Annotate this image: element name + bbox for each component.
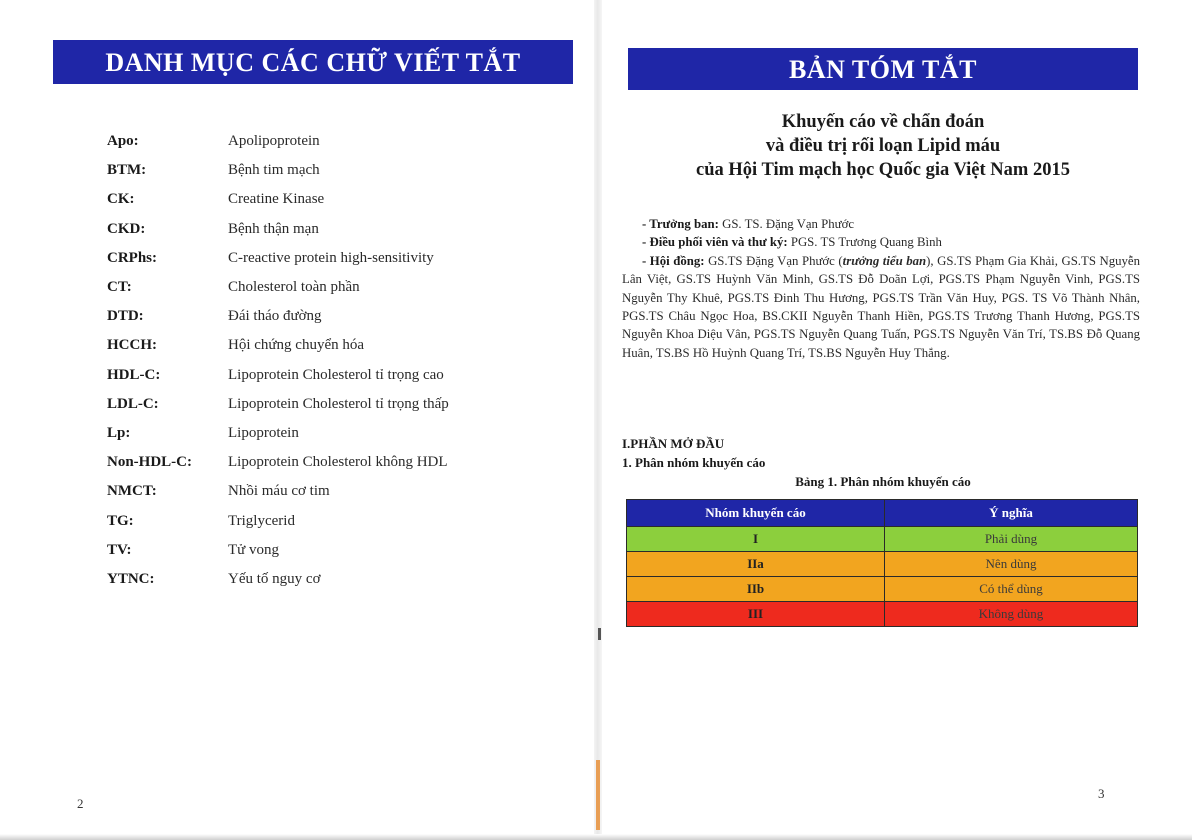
coordinator-value: PGS. TS Trương Quang Bình bbox=[787, 235, 942, 250]
table-row bbox=[627, 577, 1138, 602]
abbreviation-definition: Lipoprotein bbox=[228, 424, 299, 441]
header-meaning: Ý nghĩa bbox=[885, 500, 1138, 527]
council-members: ), GS.TS Phạm Gia Khải, GS.TS Nguyễn Lân Việt, GS.TS Huỳnh Văn Minh, GS.TS Đỗ Doãn Lợi, PGS.TS Phạm Nguyễn Vinh, PGS.TS Nguyễn Thy Khuê, PGS.TS Đinh Thu Hương, PGS.TS Trần Văn Huy, PGS. TS Võ Thành Nhân, PGS.TS Châu Ngọc Hoa, BS.CKII Nguyễn Thanh Hiền, PGS.TS Trương Thanh Hương, PGS.TS Nguyễn Khoa Diệu Vân, PGS.TS Nguyễn Quang Tuấn, PGS.TS Nguyễn Văn Trí, TS.BS Đỗ Quang Huân, TS.BS Hồ Huỳnh Quang Trí, TS.BS Nguyễn Huy Thắng. bbox=[622, 253, 1140, 360]
abbreviation-definition: Lipoprotein Cholesterol không HDL bbox=[228, 454, 448, 471]
table-row bbox=[627, 552, 1138, 577]
page-number-right: 3 bbox=[1098, 786, 1105, 801]
recommendation-meaning: Phải dùng bbox=[885, 527, 1138, 552]
abbreviation-row bbox=[107, 127, 567, 156]
recommendation-table bbox=[626, 499, 1138, 627]
abbreviation-term: TG: bbox=[107, 512, 134, 529]
title-line: Khuyến cáo về chẩn đoán bbox=[781, 112, 985, 132]
abbreviation-row bbox=[107, 273, 567, 302]
abbreviation-definition: Lipoprotein Cholesterol tỉ trọng cao bbox=[228, 366, 444, 383]
abbreviation-term: Non-HDL-C: bbox=[107, 454, 192, 471]
abbreviation-term: TV: bbox=[107, 541, 132, 558]
abbreviation-row bbox=[107, 506, 567, 535]
abbreviation-definition: Lipoprotein Cholesterol tỉ trọng thấp bbox=[228, 395, 449, 412]
abbreviation-term: DTD: bbox=[107, 308, 144, 325]
abbreviation-term: YTNC: bbox=[107, 570, 155, 587]
abbreviation-row bbox=[107, 302, 567, 331]
abbreviation-row bbox=[107, 477, 567, 506]
title-line: của Hội Tim mạch học Quốc gia Việt Nam 2015 bbox=[696, 160, 1070, 180]
abbreviation-term: CK: bbox=[107, 191, 135, 208]
abbreviation-definition: Cholesterol toàn phần bbox=[228, 279, 360, 296]
title-line: và điều trị rối loạn Lipid máu bbox=[765, 136, 1001, 156]
gutter-mark bbox=[596, 760, 600, 830]
table-row bbox=[627, 602, 1138, 627]
page-number-left: 2 bbox=[77, 796, 84, 811]
abbreviation-row bbox=[107, 390, 567, 419]
document-title bbox=[628, 110, 1138, 182]
council-role: trưởng tiểu ban bbox=[842, 253, 927, 268]
council-line bbox=[622, 252, 1140, 362]
abbreviation-row bbox=[107, 156, 567, 185]
abbreviation-term: HCCH: bbox=[107, 337, 157, 354]
table-header-row bbox=[627, 500, 1138, 527]
chair-label: - Trưởng ban: bbox=[642, 217, 719, 231]
abbreviation-definition: Đái tháo đường bbox=[228, 308, 322, 325]
abbreviation-term: BTM: bbox=[107, 162, 147, 179]
coordinator-label: - Điều phối viên và thư ký: bbox=[642, 235, 788, 250]
council-before: GS.TS Đặng Vạn Phước ( bbox=[704, 253, 843, 268]
abbreviation-term: CKD: bbox=[107, 220, 146, 237]
section-heading: I.PHẦN MỞ ĐẦU bbox=[622, 436, 725, 451]
coordinator-line bbox=[622, 233, 1140, 251]
abbreviation-row bbox=[107, 185, 567, 214]
recommendation-class: IIb bbox=[627, 577, 885, 602]
abbreviation-row bbox=[107, 536, 567, 565]
recommendation-class: III bbox=[627, 602, 885, 627]
committee-block bbox=[622, 215, 1140, 362]
abbreviation-definition: C-reactive protein high-sensitivity bbox=[228, 249, 434, 266]
recommendation-class: IIa bbox=[627, 552, 885, 577]
left-page bbox=[0, 0, 594, 840]
abbreviation-row bbox=[107, 215, 567, 244]
abbreviation-term: Lp: bbox=[107, 424, 131, 441]
subsection-heading: 1. Phân nhóm khuyến cáo bbox=[622, 455, 766, 470]
abbreviation-definition: Bệnh thận mạn bbox=[228, 220, 319, 237]
abbreviation-definition: Triglycerid bbox=[228, 512, 295, 529]
abbreviation-definition: Creatine Kinase bbox=[228, 191, 325, 208]
abbreviation-definition: Apolipoprotein bbox=[228, 133, 320, 150]
abbreviation-term: HDL-C: bbox=[107, 366, 161, 383]
abbreviation-definition: Nhồi máu cơ tim bbox=[228, 483, 330, 500]
abbreviation-definition: Tử vong bbox=[228, 541, 280, 558]
table-caption: Bảng 1. Phân nhóm khuyến cáo bbox=[795, 474, 971, 489]
chair-line bbox=[622, 215, 1140, 233]
abbreviation-term: NMCT: bbox=[107, 483, 157, 500]
abbreviation-row bbox=[107, 361, 567, 390]
abbreviation-row bbox=[107, 331, 567, 360]
right-page bbox=[602, 0, 1192, 840]
recommendation-meaning: Nên dùng bbox=[885, 552, 1138, 577]
recommendation-meaning: Có thể dùng bbox=[885, 577, 1138, 602]
abbreviation-term: CT: bbox=[107, 279, 132, 296]
book-gutter bbox=[594, 0, 602, 840]
recommendation-class: I bbox=[627, 527, 885, 552]
abbreviation-row bbox=[107, 244, 567, 273]
abbreviation-definition: Yếu tố nguy cơ bbox=[228, 570, 321, 587]
abbreviation-definition: Bệnh tim mạch bbox=[228, 162, 320, 179]
chair-value: GS. TS. Đặng Vạn Phước bbox=[718, 217, 855, 231]
abbreviation-term: Apo: bbox=[107, 133, 139, 150]
summary-banner: BẢN TÓM TẮT bbox=[628, 48, 1138, 90]
abbreviation-term: CRPhs: bbox=[107, 249, 158, 266]
header-class: Nhóm khuyến cáo bbox=[627, 500, 885, 527]
recommendation-meaning: Không dùng bbox=[885, 602, 1138, 627]
abbreviation-definition: Hội chứng chuyển hóa bbox=[228, 337, 365, 354]
table-row bbox=[627, 527, 1138, 552]
abbreviation-row bbox=[107, 448, 567, 477]
council-label: - Hội đồng: bbox=[642, 253, 705, 268]
gutter-mark-dark bbox=[598, 628, 601, 640]
abbreviation-term: LDL-C: bbox=[107, 395, 159, 412]
abbreviation-row bbox=[107, 419, 567, 448]
abbreviations-banner: DANH MỤC CÁC CHỮ VIẾT TẮT bbox=[53, 40, 573, 84]
abbreviation-row bbox=[107, 565, 567, 594]
abbreviation-list bbox=[107, 127, 567, 594]
